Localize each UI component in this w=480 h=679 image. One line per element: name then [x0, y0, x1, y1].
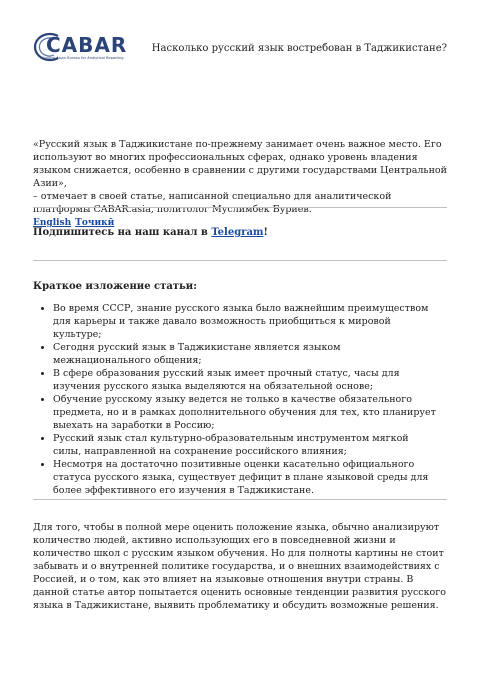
logo-subtitle: Central Asian Bureau for Analytical Reporting — [42, 56, 124, 60]
summary-item: • Обучение русскому языку ведется не только в качестве обязательного предмета, но и в рамках дополнительного обучения для тех, кто планирует выехать на заработки в Россию; — [53, 393, 438, 432]
subscribe-suffix: ! — [263, 227, 268, 238]
summary-title: Краткое изложение статьи: — [33, 281, 197, 292]
quote-text: «Русский язык в Таджикистане по-прежнему занимает очень важное место. Его используют во многих профессиональных сферах, однако уровень владения языком снижается, особенно в сравнении с другими государствами Центральной Азии», — [33, 139, 447, 189]
summary-item: • Русский язык стал культурно-образовательным инструментом мягкой силы, направленной на сохранение российского влияния; — [53, 432, 438, 458]
cabar-logo[interactable] — [28, 30, 146, 64]
summary-list — [33, 302, 438, 497]
divider — [33, 499, 447, 500]
divider — [33, 260, 447, 261]
logo-wordmark: CABAR — [46, 33, 128, 57]
summary-item: • Несмотря на достаточно позитивные оценки касательно официального статуса русского языка, существует дефицит в плане языковой среды для более эффективного его изучения в Таджикистане. — [53, 458, 438, 497]
page-header-title: Насколько русский язык востребован в Таджикистане? — [151, 43, 447, 54]
body-paragraph: Для того, чтобы в полной мере оценить положение языка, обычно анализируют количество людей, активно использующих его в повседневной жизни и количество школ с русским языком обучения. Но для полноты картины не стоит забывать и о внутренней политике государства, и о внешних взаимодействиях с Россией, и о том, как это влияет на языковые отношения внутри страны. В данной статье автор попытается оценить основные тенденции развития русского языка в Таджикистане, выявить проблематику и обсудить возможные решения. — [33, 522, 446, 611]
subscribe-prefix: Подпишитесь на наш канал в — [33, 227, 212, 238]
language-link-english[interactable]: English — [33, 218, 72, 228]
language-link-tajik[interactable]: Точикӣ — [75, 218, 115, 228]
intro-section — [33, 138, 447, 230]
summary-item: • В сфере образования русский язык имеет прочный статус, часы для изучения русского языка выделяются на обязательной основе; — [53, 367, 438, 393]
divider — [33, 207, 447, 208]
summary-item: • Сегодня русский язык в Таджикистане является языком межнационального общения; — [53, 341, 438, 367]
quote-attribution: – отмечает в своей статье, написанной специально для аналитической платформы CABAR.asia, политолог Муслимбек Буриев. — [33, 191, 392, 215]
intro-quote — [33, 138, 447, 216]
summary-item: • Во время СССР, знание русского языка было важнейшим преимуществом для карьеры и также давало возможность приобщиться к мировой культуре; — [53, 302, 438, 341]
telegram-link[interactable]: Telegram — [211, 227, 264, 238]
subscribe-line — [33, 227, 268, 238]
